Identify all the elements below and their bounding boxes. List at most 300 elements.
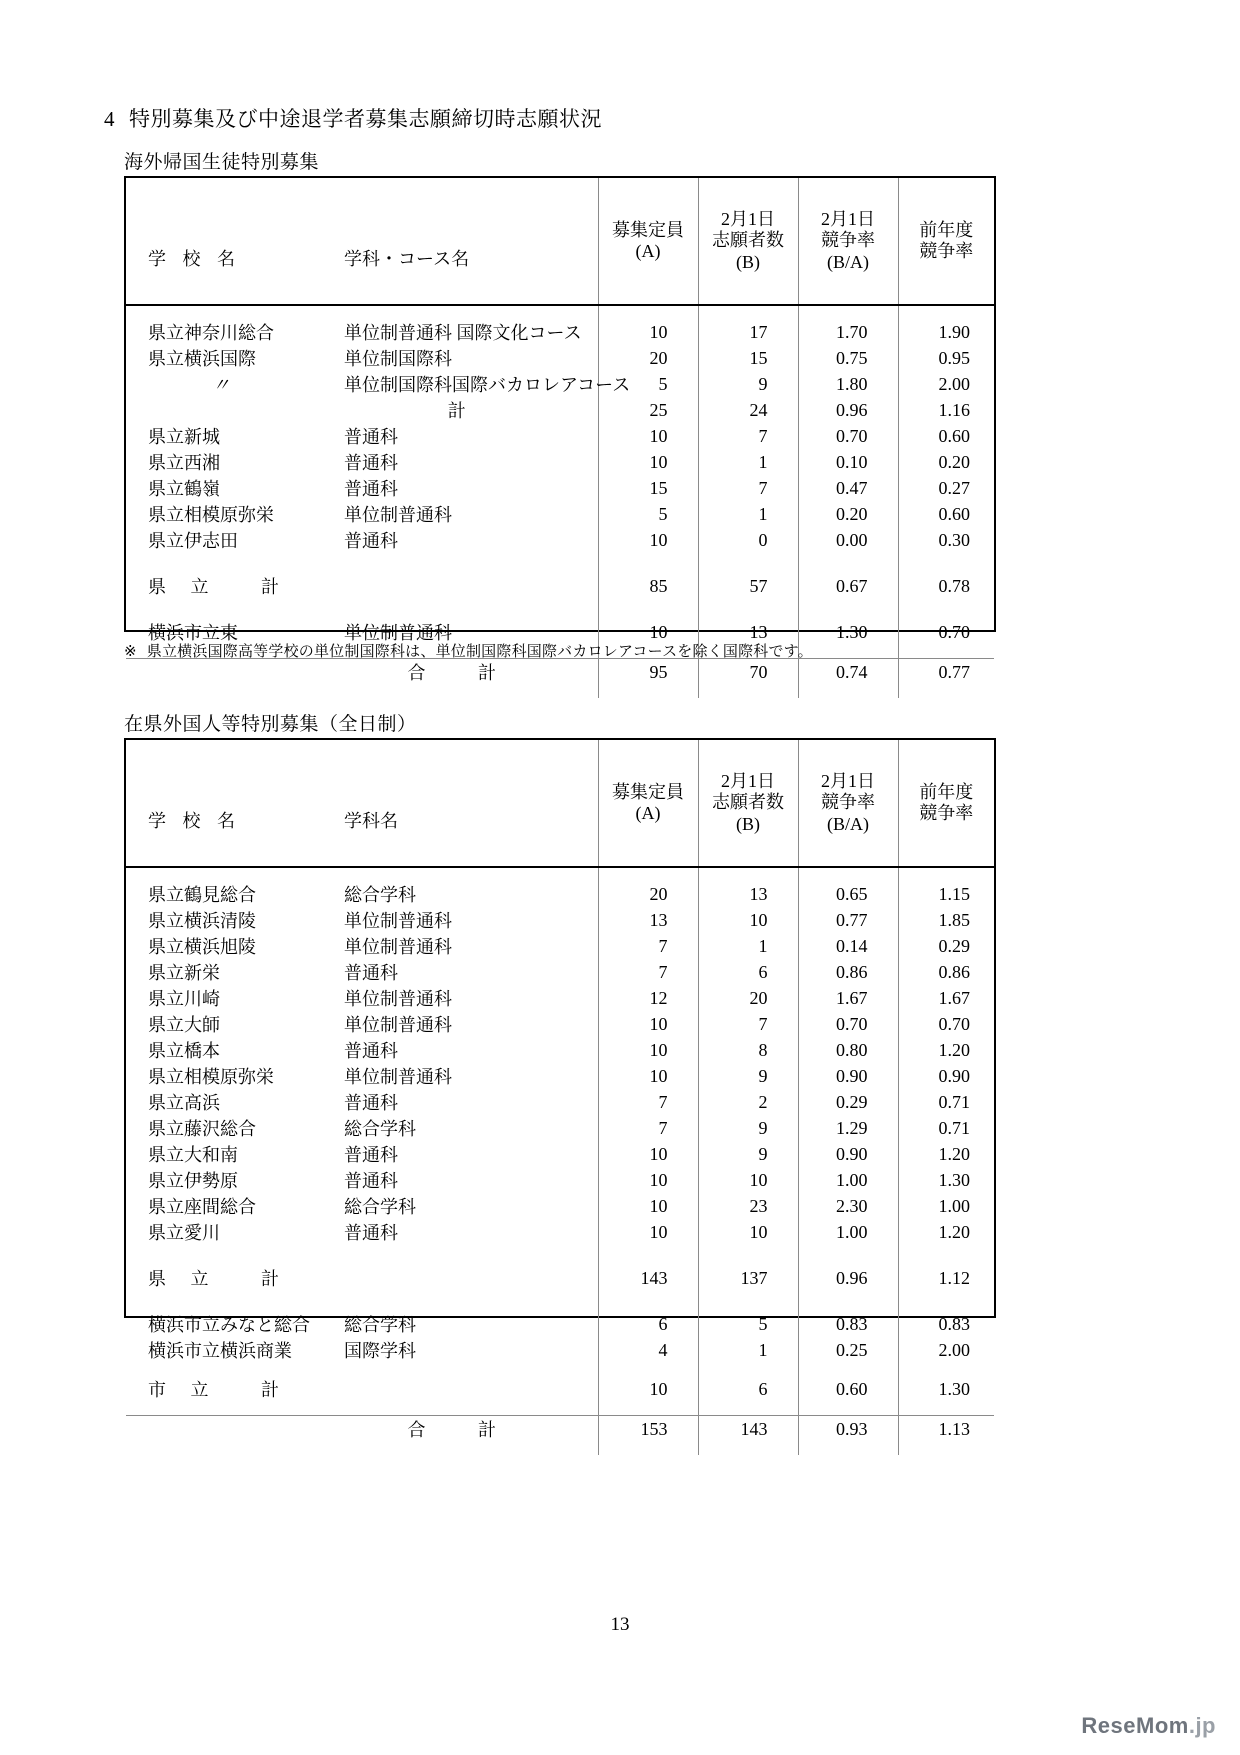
spacer-cell: [698, 868, 798, 881]
row-prev-ratio: 0.60: [898, 423, 994, 449]
row-quota: 10: [598, 527, 698, 553]
prefectural-total-prev: 1.12: [898, 1265, 994, 1291]
row-quota: 10: [598, 1167, 698, 1193]
row-ratio: 0.86: [798, 959, 898, 985]
header-ratio-line3: (B/A): [827, 251, 869, 272]
table-row: [126, 881, 994, 907]
table1-bottom-spacer: [126, 685, 994, 698]
footnote-text: 県立横浜国際高等学校の単位制国際科は、単位制国際科国際バカロレアコースを除く国際科です。: [146, 644, 813, 660]
table-row: [126, 423, 994, 449]
row-department: 単位制普通科: [344, 989, 452, 1009]
table-row: [126, 1037, 994, 1063]
grand-total-prev: 0.77: [898, 659, 994, 686]
row-prev-ratio: 0.95: [898, 345, 994, 371]
municipal-total-ratio: 0.60: [798, 1376, 898, 1402]
table2-top-spacer: [126, 868, 994, 881]
table-row-subtotal: [126, 397, 994, 423]
row-department-total: 計: [447, 401, 466, 421]
table-row: [126, 1089, 994, 1115]
spacer-cell: [126, 1245, 316, 1265]
row-ratio: 0.65: [798, 881, 898, 907]
spacer-cell: [898, 306, 994, 319]
spacer-cell: [316, 1291, 598, 1311]
spacer-cell: [598, 685, 698, 698]
table2-grid: [126, 740, 994, 1455]
spacer-cell: [898, 1402, 994, 1416]
row-ratio: 0.90: [798, 1141, 898, 1167]
spacer-cell: [798, 685, 898, 698]
row-applicants: 1: [698, 501, 798, 527]
prefectural-total-ratio: 0.96: [798, 1265, 898, 1291]
table1-footnote: [124, 640, 813, 661]
row-department: 国際学科: [344, 1341, 416, 1361]
row-quota: 4: [598, 1337, 698, 1363]
table-row: [126, 527, 994, 553]
row-school: 横浜市立東: [148, 623, 238, 643]
row-applicants: 13: [698, 881, 798, 907]
spacer-cell: [898, 868, 994, 881]
prefectural-total-label: 県 立 計: [148, 1269, 289, 1289]
spacer-cell: [798, 599, 898, 619]
prefectural-total-applicants: 57: [698, 573, 798, 599]
row-quota: 12: [598, 985, 698, 1011]
table2-spacer: [126, 1245, 994, 1265]
row-department: 総合学科: [344, 885, 416, 905]
row-ratio: 0.20: [798, 501, 898, 527]
row-ratio: 1.67: [798, 985, 898, 1011]
header-applicants-line2: 志願者数: [712, 792, 784, 813]
row-quota: 25: [598, 397, 698, 423]
row-school: 県立座間総合: [148, 1197, 256, 1217]
table2-municipal-total-row: [126, 1376, 994, 1402]
row-school: 県立西湘: [148, 453, 220, 473]
row-prev-ratio: 2.00: [898, 371, 994, 397]
row-ratio: 0.77: [798, 907, 898, 933]
row-quota: 5: [598, 371, 698, 397]
header-applicants-line2: 志願者数: [712, 230, 784, 251]
row-ratio: 0.70: [798, 1011, 898, 1037]
row-quota: 7: [598, 1089, 698, 1115]
row-school: 県立愛川: [148, 1223, 220, 1243]
row-department: 単位制国際科: [344, 349, 452, 369]
row-prev-ratio: 0.60: [898, 501, 994, 527]
spacer-cell: [598, 1442, 698, 1455]
table2-bottom-spacer: [126, 1442, 994, 1455]
spacer-cell: [598, 553, 698, 573]
row-quota: 10: [598, 1219, 698, 1245]
row-department: 単位制普通科: [344, 1067, 452, 1087]
row-prev-ratio: 0.29: [898, 933, 994, 959]
row-applicants: 9: [698, 1141, 798, 1167]
spacer-cell: [898, 553, 994, 573]
table-row: [126, 1193, 994, 1219]
spacer-cell: [898, 599, 994, 619]
row-ratio: 1.70: [798, 319, 898, 345]
table-row: [126, 319, 994, 345]
table-row: [126, 449, 994, 475]
spacer-cell: [126, 553, 316, 573]
header-ratio-line1: 2月1日: [821, 209, 875, 230]
row-prev-ratio: 0.30: [898, 527, 994, 553]
table-row: [126, 1115, 994, 1141]
row-prev-ratio: 1.20: [898, 1219, 994, 1245]
spacer-cell: [698, 1363, 798, 1376]
row-school: [126, 397, 316, 423]
spacer-cell: [898, 1245, 994, 1265]
row-quota: 10: [598, 1037, 698, 1063]
row-department: 総合学科: [344, 1119, 416, 1139]
header-ratio-line2: 競争率: [821, 230, 875, 251]
row-school: 県立横浜旭陵: [148, 937, 256, 957]
spacer-cell: [698, 553, 798, 573]
row-ratio: 0.25: [798, 1337, 898, 1363]
row-prev-ratio: 0.70: [898, 619, 994, 645]
table-row: [126, 907, 994, 933]
table-row: [126, 985, 994, 1011]
grand-total-ratio: 0.74: [798, 659, 898, 686]
spacer-cell: [798, 868, 898, 881]
row-ratio: 0.47: [798, 475, 898, 501]
spacer-cell: [598, 1291, 698, 1311]
header-quota: [598, 178, 698, 305]
row-ratio: 0.14: [798, 933, 898, 959]
spacer-cell: [598, 868, 698, 881]
row-quota: 10: [598, 423, 698, 449]
row-school: 県立高浜: [148, 1093, 220, 1113]
row-school: 県立横浜清陵: [148, 911, 256, 931]
table-row: [126, 1063, 994, 1089]
header-ratio: [798, 178, 898, 305]
row-school: 県立鶴嶺: [148, 479, 220, 499]
header-prev-line1: 前年度: [919, 219, 974, 240]
row-ratio: 1.00: [798, 1219, 898, 1245]
row-school: 県立新栄: [148, 963, 220, 983]
table-row: [126, 345, 994, 371]
row-department: 普通科: [344, 453, 398, 473]
row-department: 普通科: [344, 1041, 398, 1061]
grand-total-label: 合 計: [316, 1416, 598, 1443]
grand-total-blank: [126, 1416, 316, 1443]
header-school: 学 校 名: [148, 810, 241, 831]
row-prev-ratio: 2.00: [898, 1337, 994, 1363]
spacer-cell: [316, 553, 598, 573]
spacer-cell: [126, 306, 316, 319]
row-prev-ratio: 0.71: [898, 1089, 994, 1115]
prefectural-total-quota: 85: [598, 573, 698, 599]
header-department: 学科・コース名: [344, 248, 470, 269]
row-department: 普通科: [344, 479, 398, 499]
row-school: 県立鶴見総合: [148, 885, 256, 905]
spacer-cell: [898, 1442, 994, 1455]
row-applicants: 7: [698, 1011, 798, 1037]
table1-grid: [126, 178, 994, 698]
table-row: [126, 959, 994, 985]
row-department: 普通科: [344, 1145, 398, 1165]
spacer-cell: [798, 1291, 898, 1311]
row-department: 単位制普通科 国際文化コース: [344, 323, 582, 343]
header-ratio-line1: 2月1日: [821, 771, 875, 792]
row-school: 県立相模原弥栄: [148, 505, 274, 525]
row-quota: 13: [598, 907, 698, 933]
header-previous-year: [898, 740, 994, 867]
spacer-cell: [898, 645, 994, 659]
table-row: [126, 1141, 994, 1167]
spacer-cell: [126, 1442, 316, 1455]
page-number: 13: [610, 1614, 630, 1635]
grand-total-applicants: 143: [698, 1416, 798, 1443]
header-quota-line1: 募集定員: [612, 219, 684, 240]
table1-spacer: [126, 553, 994, 573]
header-prev-line2: 競争率: [919, 241, 974, 261]
header-quota-line2: (A): [635, 241, 661, 261]
resemom-watermark: [1081, 1713, 1216, 1739]
municipal-total-applicants: 6: [698, 1376, 798, 1402]
row-quota: 10: [598, 449, 698, 475]
header-applicants-line1: 2月1日: [721, 209, 775, 230]
row-prev-ratio: 1.20: [898, 1037, 994, 1063]
row-prev-ratio: 0.86: [898, 959, 994, 985]
spacer-cell: [598, 1402, 698, 1416]
table2-grand-total-row: [126, 1416, 994, 1443]
row-prev-ratio: 0.90: [898, 1063, 994, 1089]
spacer-cell: [898, 685, 994, 698]
table2-caption: 在県外国人等特別募集（全日制）: [124, 714, 417, 735]
watermark-tld: .jp: [1188, 1713, 1216, 1738]
row-quota: 10: [598, 1063, 698, 1089]
row-school: 県立伊勢原: [148, 1171, 238, 1191]
row-applicants: 2: [698, 1089, 798, 1115]
row-school: 県立藤沢総合: [148, 1119, 256, 1139]
row-quota: 7: [598, 959, 698, 985]
row-quota: 10: [598, 1193, 698, 1219]
table2-header-row: [126, 740, 994, 867]
row-ratio: 1.80: [798, 371, 898, 397]
row-quota: 7: [598, 933, 698, 959]
municipal-total-dept: [316, 1376, 598, 1402]
row-department: 普通科: [344, 1171, 398, 1191]
row-quota: 10: [598, 619, 698, 645]
row-school: 県立神奈川総合: [148, 323, 274, 343]
row-school: 横浜市立みなと総合: [148, 1315, 310, 1335]
row-prev-ratio: 1.20: [898, 1141, 994, 1167]
row-ratio: 1.29: [798, 1115, 898, 1141]
row-department: 単位制国際科国際バカロレアコース: [344, 375, 631, 395]
row-applicants: 13: [698, 619, 798, 645]
row-applicants: 1: [698, 933, 798, 959]
row-department: 総合学科: [344, 1315, 416, 1335]
spacer-cell: [126, 1363, 316, 1376]
prefectural-total-prev: 0.78: [898, 573, 994, 599]
table2-spacer: [126, 1363, 994, 1376]
spacer-cell: [316, 1442, 598, 1455]
header-previous-year: [898, 178, 994, 305]
municipal-total-quota: 10: [598, 1376, 698, 1402]
spacer-cell: [698, 1245, 798, 1265]
spacer-cell: [698, 1291, 798, 1311]
spacer-cell: [798, 553, 898, 573]
header-applicants: [698, 740, 798, 867]
spacer-cell: [798, 306, 898, 319]
spacer-cell: [316, 599, 598, 619]
header-department: 学科名: [344, 810, 398, 831]
table-row: [126, 1337, 994, 1363]
row-applicants: 23: [698, 1193, 798, 1219]
spacer-cell: [126, 868, 316, 881]
row-ratio: 0.90: [798, 1063, 898, 1089]
spacer-cell: [316, 1402, 598, 1416]
row-ratio: 0.83: [798, 1311, 898, 1337]
table2-spacer: [126, 1402, 994, 1416]
table1-header-row: [126, 178, 994, 305]
row-applicants: 5: [698, 1311, 798, 1337]
row-prev-ratio: 1.00: [898, 1193, 994, 1219]
row-school: 横浜市立横浜商業: [148, 1341, 292, 1361]
table-row: [126, 371, 994, 397]
row-prev-ratio: 1.90: [898, 319, 994, 345]
header-ratio-line2: 競争率: [821, 792, 875, 813]
row-applicants: 17: [698, 319, 798, 345]
row-applicants: 24: [698, 397, 798, 423]
row-ratio: 2.30: [798, 1193, 898, 1219]
spacer-cell: [126, 685, 316, 698]
prefectural-total-applicants: 137: [698, 1265, 798, 1291]
prefectural-total-dept: [316, 1265, 598, 1291]
table-row: [126, 1011, 994, 1037]
table2-spacer: [126, 1291, 994, 1311]
prefectural-total-dept: [316, 573, 598, 599]
row-prev-ratio: 1.15: [898, 881, 994, 907]
row-prev-ratio: 0.20: [898, 449, 994, 475]
row-school: 県立新城: [148, 427, 220, 447]
row-applicants: 9: [698, 371, 798, 397]
row-department: 普通科: [344, 531, 398, 551]
row-department: 普通科: [344, 1093, 398, 1113]
row-applicants: 1: [698, 1337, 798, 1363]
row-prev-ratio: 1.67: [898, 985, 994, 1011]
spacer-cell: [698, 1402, 798, 1416]
header-prev-line2: 競争率: [919, 803, 974, 823]
row-school: 県立大和南: [148, 1145, 238, 1165]
table1-top-spacer: [126, 306, 994, 319]
row-department: 単位制普通科: [344, 505, 452, 525]
row-quota: 6: [598, 1311, 698, 1337]
row-department: 単位制普通科: [344, 911, 452, 931]
header-quota: [598, 740, 698, 867]
spacer-cell: [798, 1245, 898, 1265]
row-prev-ratio: 0.70: [898, 1011, 994, 1037]
table-row: [126, 933, 994, 959]
spacer-cell: [598, 599, 698, 619]
grand-total-ratio: 0.93: [798, 1416, 898, 1443]
spacer-cell: [898, 1291, 994, 1311]
row-applicants: 10: [698, 907, 798, 933]
section-title: 特別募集及び中途退学者募集志願締切時志願状況: [129, 107, 602, 131]
row-quota: 10: [598, 319, 698, 345]
spacer-cell: [316, 685, 598, 698]
row-ratio: 1.00: [798, 1167, 898, 1193]
table-row: [126, 1219, 994, 1245]
grand-total-prev: 1.13: [898, 1416, 994, 1443]
spacer-cell: [598, 306, 698, 319]
row-ratio: 1.30: [798, 619, 898, 645]
row-school: 県立相模原弥栄: [148, 1067, 274, 1087]
row-ratio: 0.29: [798, 1089, 898, 1115]
row-school: 県立伊志田: [148, 531, 238, 551]
row-department: 単位制普通科: [344, 1015, 452, 1035]
row-applicants: 9: [698, 1115, 798, 1141]
header-applicants-line1: 2月1日: [721, 771, 775, 792]
row-applicants: 9: [698, 1063, 798, 1089]
header-school: 学 校 名: [148, 248, 241, 269]
row-ratio: 0.75: [798, 345, 898, 371]
row-school-ditto: 〃: [212, 375, 230, 395]
row-applicants: 15: [698, 345, 798, 371]
row-ratio: 0.80: [798, 1037, 898, 1063]
municipal-total-label: 市 立 計: [148, 1380, 289, 1400]
row-applicants: 6: [698, 959, 798, 985]
row-ratio: 0.10: [798, 449, 898, 475]
row-school: 県立橋本: [148, 1041, 220, 1061]
header-quota-line1: 募集定員: [612, 781, 684, 802]
header-applicants-line3: (B): [736, 813, 760, 834]
spacer-cell: [698, 1442, 798, 1455]
table2-prefectural-total-row: [126, 1265, 994, 1291]
row-school: 県立川崎: [148, 989, 220, 1009]
row-prev-ratio: 0.83: [898, 1311, 994, 1337]
spacer-cell: [798, 1363, 898, 1376]
table-row: [126, 475, 994, 501]
row-applicants: 0: [698, 527, 798, 553]
spacer-cell: [126, 1291, 316, 1311]
row-department: 総合学科: [344, 1197, 416, 1217]
row-quota: 10: [598, 1011, 698, 1037]
spacer-cell: [126, 599, 316, 619]
table1-grand-total-row: [126, 659, 994, 686]
row-quota: 7: [598, 1115, 698, 1141]
row-department: 普通科: [344, 427, 398, 447]
row-ratio: 0.00: [798, 527, 898, 553]
prefectural-total-ratio: 0.67: [798, 573, 898, 599]
table2-foreign-residents: [124, 738, 996, 1440]
table1-caption: 海外帰国生徒特別募集: [124, 152, 320, 173]
grand-total-applicants: 70: [698, 659, 798, 686]
spacer-cell: [598, 1245, 698, 1265]
prefectural-total-quota: 143: [598, 1265, 698, 1291]
table-row: [126, 1167, 994, 1193]
row-applicants: 20: [698, 985, 798, 1011]
grand-total-quota: 95: [598, 659, 698, 686]
spacer-cell: [316, 306, 598, 319]
municipal-total-prev: 1.30: [898, 1376, 994, 1402]
header-applicants: [698, 178, 798, 305]
prefectural-total-label: 県 立 計: [148, 577, 289, 597]
spacer-cell: [798, 1402, 898, 1416]
spacer-cell: [698, 685, 798, 698]
grand-total-label: 合 計: [316, 659, 598, 686]
row-prev-ratio: 1.85: [898, 907, 994, 933]
row-prev-ratio: 1.16: [898, 397, 994, 423]
row-ratio: 0.70: [798, 423, 898, 449]
spacer-cell: [698, 599, 798, 619]
grand-total-blank: [126, 659, 316, 686]
spacer-cell: [798, 645, 898, 659]
table1-prefectural-total-row: [126, 573, 994, 599]
row-quota: 5: [598, 501, 698, 527]
section-heading: [104, 103, 602, 133]
watermark-brand: ReseMom: [1081, 1713, 1189, 1738]
header-quota-line2: (A): [635, 803, 661, 823]
row-quota: 20: [598, 345, 698, 371]
